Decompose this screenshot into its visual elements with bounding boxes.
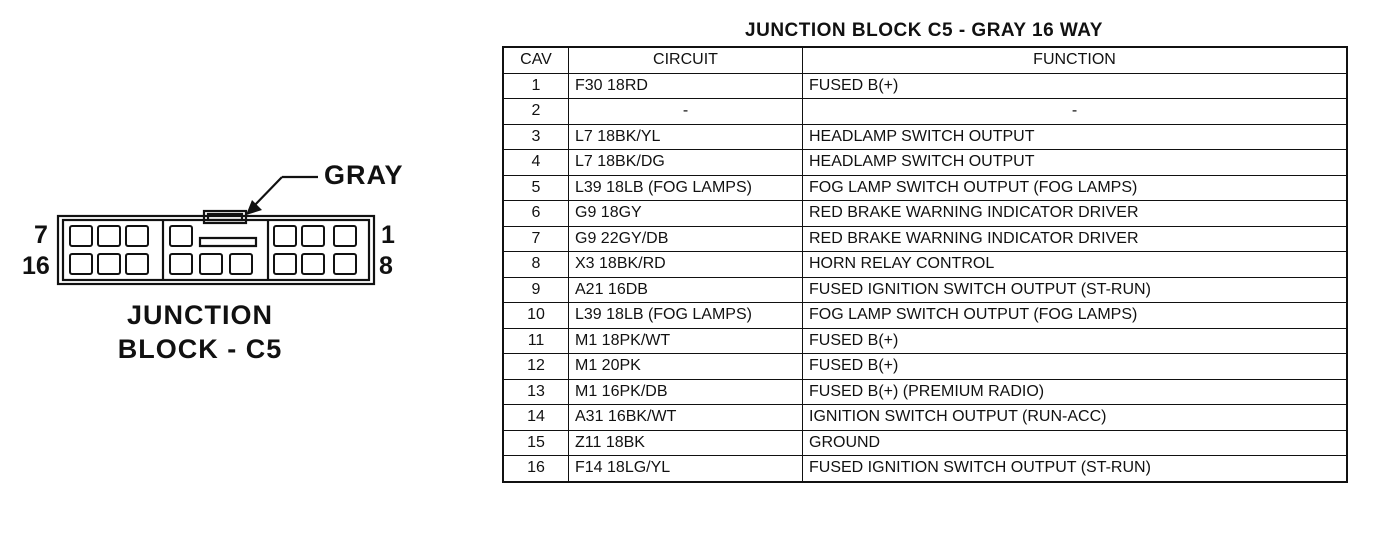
cavity-9 — [302, 254, 324, 274]
header-circuit: CIRCUIT — [569, 47, 803, 73]
circuit-cell: L39 18LB (FOG LAMPS) — [569, 303, 803, 329]
table-row — [503, 379, 1347, 405]
table-title: JUNCTION BLOCK C5 - GRAY 16 WAY — [745, 20, 1103, 41]
circuit-cell: L7 18BK/DG — [569, 150, 803, 176]
connector-diagram — [0, 0, 420, 300]
circuit-cell: G9 22GY/DB — [569, 226, 803, 252]
cav-cell: 15 — [503, 430, 569, 456]
cavity-4 — [170, 226, 192, 246]
cavity-15 — [98, 254, 120, 274]
cavity-16 — [70, 254, 92, 274]
cav-cell: 13 — [503, 379, 569, 405]
table-row — [503, 430, 1347, 456]
circuit-cell: L7 18BK/YL — [569, 124, 803, 150]
cavity-6 — [98, 226, 120, 246]
circuit-cell: F14 18LG/YL — [569, 456, 803, 482]
cav-cell: 6 — [503, 201, 569, 227]
table-row — [503, 405, 1347, 431]
connector-key — [200, 238, 256, 246]
connector-title-line2: BLOCK - C5 — [117, 334, 283, 364]
function-cell: FUSED B(+) — [803, 354, 1348, 380]
color-label: GRAY — [324, 160, 404, 190]
cav-cell: 14 — [503, 405, 569, 431]
connector-title — [100, 298, 300, 366]
circuit-cell: F30 18RD — [569, 73, 803, 99]
pin-number-16: 16 — [22, 252, 50, 280]
cavity-2 — [302, 226, 324, 246]
cav-cell: 11 — [503, 328, 569, 354]
function-cell: HEADLAMP SWITCH OUTPUT — [803, 124, 1348, 150]
function-cell: FOG LAMP SWITCH OUTPUT (FOG LAMPS) — [803, 175, 1348, 201]
cav-cell: 3 — [503, 124, 569, 150]
cav-cell: 4 — [503, 150, 569, 176]
function-cell: RED BRAKE WARNING INDICATOR DRIVER — [803, 201, 1348, 227]
cav-cell: 2 — [503, 99, 569, 125]
table-row — [503, 175, 1347, 201]
circuit-cell: M1 20PK — [569, 354, 803, 380]
pin-number-8: 8 — [379, 252, 393, 280]
table-row — [503, 277, 1347, 303]
function-cell: FUSED B(+) — [803, 328, 1348, 354]
table-row — [503, 73, 1347, 99]
gray-leader-line-diag — [252, 177, 282, 208]
cavity-1 — [334, 226, 356, 246]
function-cell: FUSED IGNITION SWITCH OUTPUT (ST-RUN) — [803, 277, 1348, 303]
table-row — [503, 201, 1347, 227]
function-cell: FOG LAMP SWITCH OUTPUT (FOG LAMPS) — [803, 303, 1348, 329]
cav-cell: 16 — [503, 456, 569, 482]
table-row — [503, 226, 1347, 252]
function-cell: HORN RELAY CONTROL — [803, 252, 1348, 278]
function-cell: FUSED B(+) (PREMIUM RADIO) — [803, 379, 1348, 405]
circuit-cell: M1 16PK/DB — [569, 379, 803, 405]
cav-cell: 1 — [503, 73, 569, 99]
cav-cell: 12 — [503, 354, 569, 380]
table-row — [503, 252, 1347, 278]
cav-cell: 5 — [503, 175, 569, 201]
function-cell: RED BRAKE WARNING INDICATOR DRIVER — [803, 226, 1348, 252]
cavity-12 — [200, 254, 222, 274]
circuit-cell: L39 18LB (FOG LAMPS) — [569, 175, 803, 201]
cavity-13 — [170, 254, 192, 274]
gray-leader-arrow — [246, 200, 262, 215]
table-row — [503, 456, 1347, 482]
cavity-7 — [70, 226, 92, 246]
connector-title-line1: JUNCTION — [126, 300, 273, 330]
cavity-10 — [274, 254, 296, 274]
pin-number-1: 1 — [381, 221, 395, 249]
cavity-11 — [230, 254, 252, 274]
circuit-cell: A31 16BK/WT — [569, 405, 803, 431]
circuit-cell: Z11 18BK — [569, 430, 803, 456]
table-row — [503, 124, 1347, 150]
cavity-5 — [126, 226, 148, 246]
function-cell: FUSED B(+) — [803, 73, 1348, 99]
cavity-14 — [126, 254, 148, 274]
circuit-cell: A21 16DB — [569, 277, 803, 303]
table-row — [503, 150, 1347, 176]
function-cell: IGNITION SWITCH OUTPUT (RUN-ACC) — [803, 405, 1348, 431]
circuit-cell: M1 18PK/WT — [569, 328, 803, 354]
circuit-cell: G9 18GY — [569, 201, 803, 227]
cavity-8 — [334, 254, 356, 274]
function-cell: GROUND — [803, 430, 1348, 456]
table-row — [503, 328, 1347, 354]
table-header-row — [503, 47, 1347, 73]
function-cell: FUSED IGNITION SWITCH OUTPUT (ST-RUN) — [803, 456, 1348, 482]
circuit-cell: X3 18BK/RD — [569, 252, 803, 278]
table-row — [503, 303, 1347, 329]
circuit-cell: - — [569, 99, 803, 125]
cav-cell: 8 — [503, 252, 569, 278]
table-row — [503, 99, 1347, 125]
table-row — [503, 354, 1347, 380]
header-cav: CAV — [503, 47, 569, 73]
cav-cell: 10 — [503, 303, 569, 329]
pinout-table — [502, 46, 1348, 483]
function-cell: - — [803, 99, 1348, 125]
cavity-3 — [274, 226, 296, 246]
cav-cell: 7 — [503, 226, 569, 252]
function-cell: HEADLAMP SWITCH OUTPUT — [803, 150, 1348, 176]
header-function: FUNCTION — [803, 47, 1348, 73]
table-body — [503, 73, 1347, 482]
cav-cell: 9 — [503, 277, 569, 303]
pin-number-7: 7 — [34, 221, 48, 249]
